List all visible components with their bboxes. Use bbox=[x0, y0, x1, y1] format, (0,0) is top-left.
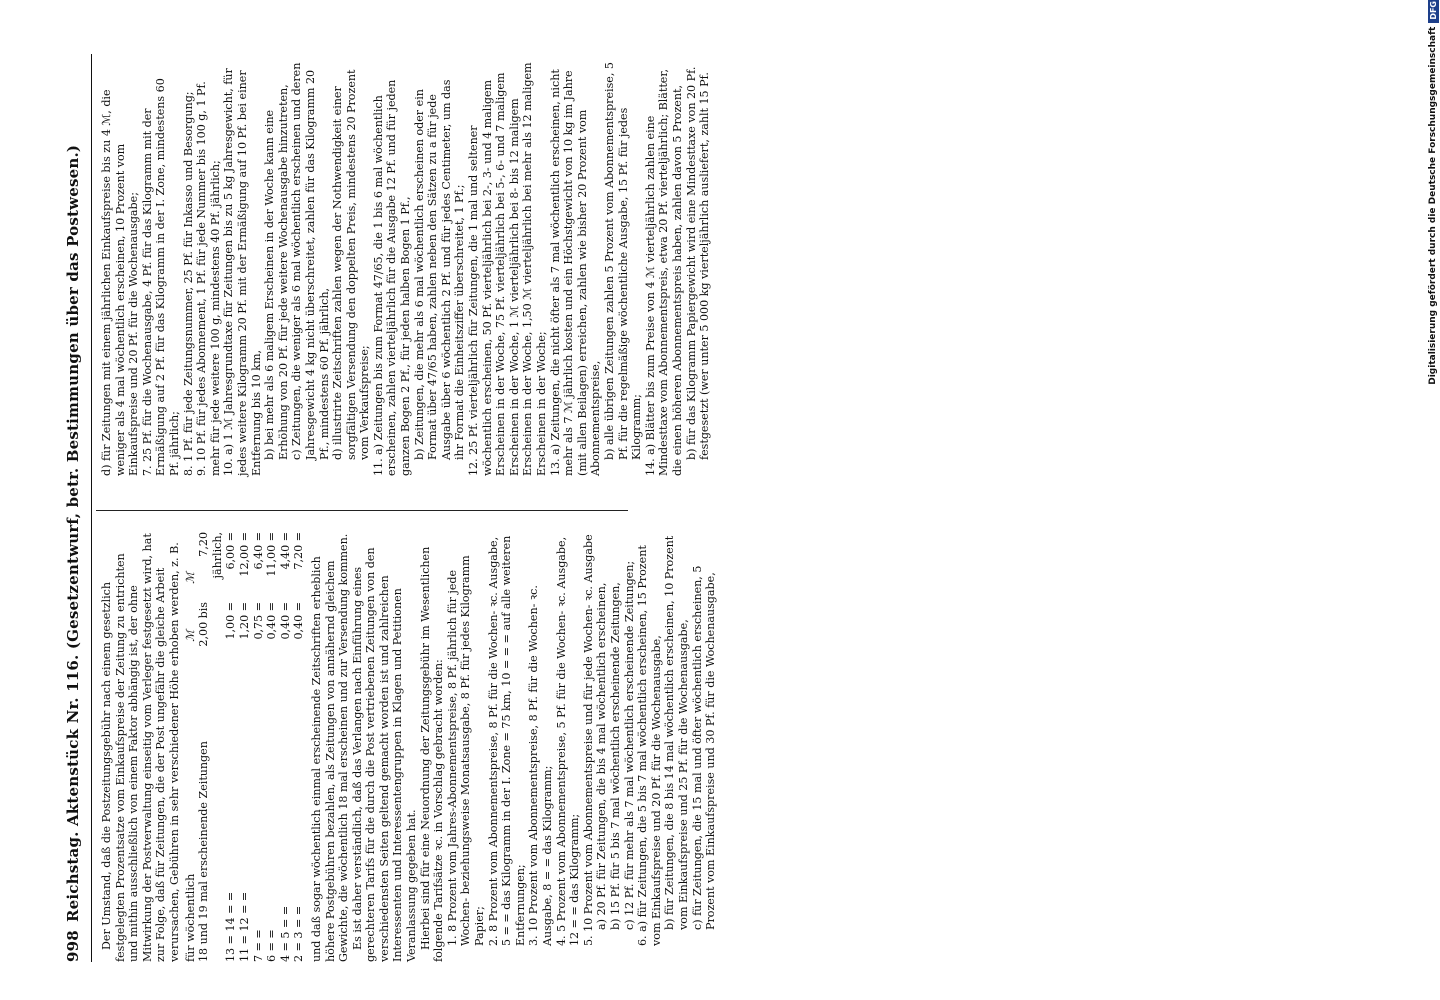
list-item: 11. a) Zeitungen bis zum Format 47/65, die 1 bis 6 mal wöchentlich erscheinen, zahlen vierteljährlich für die Ausgabe 12 Pf. und für jeden ganzen Bogen 2 Pf., für jeden halben Bogen 1 Pf., bbox=[371, 79, 413, 476]
list-item: 8. 1 Pf. für jede Zeitungsnummer, 25 Pf. für Inkasso und Besorgung; bbox=[181, 91, 195, 476]
rates-row: 2 = 3 = = 0,40 = 7,20 = bbox=[292, 532, 306, 962]
list-item: c) für Zeitungen, die 15 mal und öfter wöchentlich erscheinen, 5 Prozent vom Einkaufspreise und 30 Pf. für die Wochenausgabe, bbox=[690, 565, 718, 930]
paragraph: Hierbei sind für eine Neuordnung der Zeitungsgebühr im Wesentlichen folgende Tarifsätze ꝛc. in Vorschlag gebracht worden: bbox=[418, 546, 446, 962]
list-item: 1. 8 Prozent vom Jahres-Abonnementspreise, 8 Pf. jährlich für jede Wochen- beziehungsweise Monatsausgabe, 8 Pf. für jedes Kilogramm Papier; bbox=[445, 555, 487, 946]
rates-label: für wöchentlich bbox=[183, 873, 197, 962]
list-item: 10. a) 1 ℳ Jahresgrundtaxe für Zeitungen bis zu 5 kg Jahresgewicht, für jedes weitere Kilogramm 20 Pf. mit der Ermäßigung auf 10 Pf. bei einer Entfernung bis 10 km, bbox=[222, 68, 263, 476]
rates-head-price: ℳ bbox=[183, 572, 197, 584]
list-item: 14. a) Blätter bis zum Preise von 4 ℳ vierteljährlich zahlen eine Mindesttaxe vom Abonnementspreis, etwa 20 Pf. vierteljährlich; Blätter, die einen höheren Abonnementspreis haben, zahlen davon 5 Prozent, bbox=[643, 69, 684, 476]
list-item: d) illustrirte Zeitschriften zahlen wegen der Nothwendigkeit einer sorgfältigen Versendung den doppelten Preis, mindestens 20 Prozent vom Verkaufspreise; bbox=[331, 69, 372, 460]
list-item: 12. 25 Pf. vierteljährlich für Zeitungen, die 1 mal und seltener wöchentlich erscheinen, 50 Pf. vierteljährlich bei 2-, 3- und 4 maligem Erscheinen in der Woche, 75 Pf. vierteljährlich bei 5-, 6- und 7 maligem Erscheinen in der Woche, 1 ℳ vierteljährlich bei 8- bis 12 maligem Erscheinen in der Woche, 1,50 ℳ vierteljährlich bei mehr als 12 maligem Erscheinen in der Woche; bbox=[467, 62, 548, 476]
rates-head-fee: ℳ bbox=[183, 629, 197, 642]
digitization-note bbox=[1426, 0, 1440, 988]
digitization-note-text: Digitalisierung gefördert durch die Deutsche Forschungsgemeinschaft bbox=[1428, 26, 1438, 385]
list-item: 3. 10 Prozent vom Abonnementspreise, 8 Pf. für die Wochen- ꝛc. Ausgabe, 8 = = das Kilogramm; bbox=[527, 585, 554, 946]
running-title: Reichstag. Aktenstück Nr. 116. (Gesetzentwurf, betr. Bestimmungen über das Postwesen.) bbox=[64, 144, 82, 922]
list-item: a) 20 Pf. für Zeitungen, die bis 4 mal wöchentlich erscheinen, bbox=[595, 582, 609, 930]
list-item: 7. 25 Pf. für die Wochenausgabe, 4 Pf. für das Kilogramm mit der Ermäßigung auf 2 Pf. für das Kilogramm in der I. Zone, mindestens 60 Pf. jährlich; bbox=[140, 78, 181, 476]
list-item: 2. 8 Prozent vom Abonnementspreise, 8 Pf. für die Wochen- ꝛc. Ausgabe, 5 = = das Kilogramm in der I. Zone = 75 km, 10 = = = auf alle weiteren Entfernungen; bbox=[486, 535, 527, 946]
list-item: c) Zeitungen, die weniger als 6 mal wöchentlich erscheinen und deren Jahresgewicht 4 kg nicht überschreitet, zahlen für das Kilogramm 20 Pf., mindestens 60 Pf. jährlich, bbox=[290, 62, 331, 460]
paragraph: Es ist daher verständlich, daß das Verlangen nach Einführung eines gerechteren Tarifs für die durch die Post vertriebenen Zeitungen von den verschiedensten Seiten geltend gemacht worden ist und zahlreichen Interessenten und Interessentengruppen in Klagen und Petitionen Veranlassung gegeben hat. bbox=[350, 547, 419, 962]
list-item: d) für Zeitungen mit einem jährlichen Einkaufspreise bis zu 4 ℳ, die weniger als 4 mal wöchentlich erscheinen, 10 Prozent vom Einkaufspreise und 20 Pf. für die Wochenausgabe; bbox=[100, 89, 141, 476]
running-header bbox=[56, 54, 90, 962]
list-item: 6. a) für Zeitungen, die 5 bis 7 mal wöchentlich erscheinen, 15 Prozent vom Einkaufspreise und 20 Pf. für die Wochenausgabe, bbox=[636, 545, 663, 946]
list-item: 13. a) Zeitungen, die nicht öfter als 7 mal wöchentlich erscheinen, nicht mehr als 7 ℳ jährlich kosten und ein Höchstgewicht von 10 kg im Jahre (mit allen Beilagen) erreichen, zahlen wie bisher 20 Prozent vom Abonnementspreise, bbox=[548, 69, 603, 476]
list-item: 4. 5 Prozent vom Abonnementspreise, 5 Pf. für die Wochen- ꝛc. Ausgabe, 12 = = das Kilogramm; bbox=[554, 536, 582, 946]
list-item: c) 12 Pf. für mehr als 7 mal wöchentlich erscheinende Zeitungen; bbox=[622, 560, 636, 930]
list-item: 9. 10 Pf. für jedes Abonnement, 1 Pf. für jede Nummer bis 100 g, 1 Pf. mehr für jede weitere 100 g, mindestens 40 Pf. jährlich; bbox=[195, 81, 222, 476]
column-divider bbox=[96, 510, 628, 511]
left-column bbox=[100, 532, 718, 962]
right-column bbox=[100, 62, 712, 492]
header-rule bbox=[91, 54, 92, 962]
rotated-page-content bbox=[56, 54, 1370, 962]
list-item: b) für Zeitungen, die 8 bis 14 mal wöchentlich erscheinen, 10 Prozent vom Einkaufspreise und 25 Pf. für die Wochenausgabe, bbox=[663, 535, 690, 930]
list-item: 5. 10 Prozent vom Abonnementspreise und für jede Wochen- ꝛc. Ausgabe bbox=[581, 534, 595, 946]
page-number: 998 bbox=[64, 930, 82, 962]
list-item: b) bei mehr als 6 maligem Erscheinen in der Woche kann eine Erhöhung von 20 Pf. für jede weitere Wochenausgabe hinzutreten, bbox=[263, 84, 290, 460]
list-item: b) alle übrigen Zeitungen zahlen 5 Prozent vom Abonnementspreise, 5 Pf. für die regelmäßige wöchentliche Ausgabe, 15 Pf. für jedes Kilogramm; bbox=[602, 62, 644, 460]
rates-row: 4 = 5 = = 0,40 = 4,40 = bbox=[278, 532, 292, 962]
rates-table-header bbox=[184, 532, 198, 962]
intro-paragraph: Der Umstand, daß die Postzeitungsgebühr nach einem gesetzlich festgelegten Prozentsatze vom Einkaufspreise der Zeitung zu entrichten und mithin ausschließlich von einem Faktor abhängig ist, der ohne Mitwirkung der Postverwaltung einseitig vom Verleger festgesetzt wird, hat zur Folge, daß für Zeitungen, die der Post ungefähr die gleiche Arbeit verursachen, Gebühren in sehr verschiedener Höhe erhoben werden, z. B. bbox=[100, 533, 181, 962]
list-item: b) 15 Pf. für 5 bis 7 mal wöchentlich erscheinende Zeitungen, bbox=[608, 582, 622, 930]
dfg-logo: DFG bbox=[1428, 0, 1439, 23]
list-item: b) für das Kilogramm Papiergewicht wird eine Mindesttaxe von 20 Pf. festgesetzt (wer unter 5 000 kg vierteljährlich ausliefert, zahlt 15 Pf. bbox=[684, 66, 712, 460]
rates-row: 11 = 12 = = 1,20 = 12,00 = bbox=[237, 532, 251, 962]
paragraph: und daß sogar wöchentlich einmal erscheinende Zeitschriften erheblich höhere Postgebühren bezahlen, als Zeitungen von annähernd gleichem Gewichte, die wöchentlich 18 mal erscheinen und zur Versendung kommen. bbox=[309, 533, 351, 962]
rates-row: 18 und 19 mal erscheinende Zeitungen 2,00 bis 7,20 jährlich, bbox=[197, 532, 224, 962]
rates-row: 6 = = 0,40 = 11,00 = bbox=[265, 532, 279, 962]
rates-row: 7 = = 0,75 = 6,40 = bbox=[251, 532, 265, 962]
rates-row: 13 = 14 = = 1,00 = 6,00 = bbox=[224, 532, 238, 962]
rates-table bbox=[184, 532, 306, 962]
list-item: b) Zeitungen, die mehr als 6 mal wöchentlich erscheinen oder ein Format über 47/65 haben, zahlen neben den Sätzen zu a für jede Ausgabe über 6 wöchentlich 2 Pf. und für jedes Centimeter, um das ihr Format die Einheitsziffer überschreitet, 1 Pf.; bbox=[412, 79, 467, 460]
